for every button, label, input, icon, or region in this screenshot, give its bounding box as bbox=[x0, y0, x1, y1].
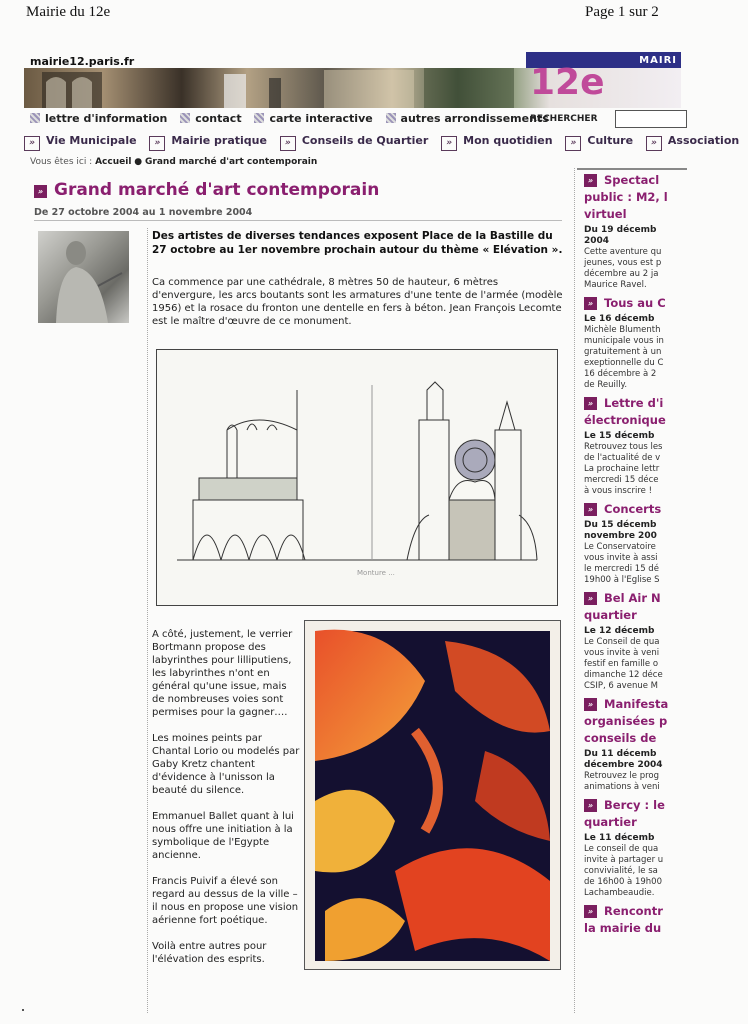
title-arrow-icon: » bbox=[34, 185, 47, 198]
body-paragraph: A côté, justement, le verrier Bortmann propose des labyrinthes pour lilliputiens, les labyrinthes n'ont en général qu'une issue, mais de nombreuses voies sont permises pour la gagner…. bbox=[152, 629, 293, 718]
mairie-tag: MAIRI bbox=[526, 52, 681, 69]
sidebar-news-title[interactable]: » Bel Air N quartier bbox=[584, 591, 661, 622]
print-header-left: Mairie du 12e bbox=[26, 4, 111, 20]
cathedral-sketch bbox=[157, 350, 557, 605]
sidebar-news-item[interactable] bbox=[584, 590, 684, 692]
nav-vie-municipale[interactable]: » Vie Municipale bbox=[24, 134, 137, 151]
header-banner bbox=[24, 62, 681, 108]
utility-links bbox=[30, 112, 558, 125]
util-link-map[interactable]: carte interactive bbox=[254, 112, 372, 125]
nav-culture[interactable]: » Culture bbox=[565, 134, 633, 151]
sidebar-news-text: Le Conservatoire vous invite à assi le mercredi 15 dé 19h00 à l'Eglise S bbox=[584, 542, 660, 585]
breadcrumb-current: Grand marché d'art contemporain bbox=[145, 157, 318, 167]
sidebar-divider bbox=[574, 168, 575, 1013]
article-thumbnail bbox=[38, 231, 129, 323]
sidebar-news-text: Le Conseil de qua vous invite à veni festif en famille o dimanche 12 déce CSIP, 6 avenue M bbox=[584, 637, 663, 691]
abstract-painting-image bbox=[304, 620, 561, 970]
body-paragraph: Voilà entre autres pour l'élévation des esprits. bbox=[152, 941, 267, 965]
sidebar-news-text: Le conseil de qua invite à partager u convivialité, le sa de 16h00 à 19h00 Lachambeaudie. bbox=[584, 844, 664, 898]
sidebar-news-title[interactable]: » Bercy : le quartier bbox=[584, 798, 665, 829]
breadcrumb-prefix: Vous êtes ici : bbox=[30, 157, 93, 167]
sidebar-news-title[interactable]: » Spectacl public : M2, l virtuel bbox=[584, 173, 668, 221]
sidebar-news-text: Retrouvez le prog animations à veni bbox=[584, 771, 660, 792]
monk-sculpture-photo bbox=[38, 231, 129, 323]
nav-association[interactable]: » Association bbox=[646, 134, 739, 151]
arrow-right-icon: » bbox=[584, 174, 597, 187]
sidebar-news-text: Retrouvez tous les de l'actualité de v La prochaine lettr mercredi 15 déce à vous inscrire ! bbox=[584, 442, 663, 496]
sidebar-news-title[interactable]: » Manifesta organisées p conseils de bbox=[584, 697, 669, 745]
abstract-painting bbox=[305, 621, 560, 969]
title-divider bbox=[34, 220, 562, 221]
print-header-right: Page 1 sur 2 bbox=[585, 4, 659, 20]
sidebar-news-date: Le 15 décemb bbox=[584, 431, 655, 441]
sidebar-news-date: Du 11 décemb décembre 2004 bbox=[584, 749, 663, 770]
bullet-icon bbox=[386, 113, 396, 123]
breadcrumb-home[interactable]: Accueil bbox=[95, 157, 132, 167]
arrow-right-icon: » bbox=[584, 905, 597, 918]
sidebar-news-date: Le 16 décemb bbox=[584, 314, 655, 324]
article-body bbox=[152, 628, 300, 979]
sidebar-news-title[interactable]: » Tous au C bbox=[584, 295, 684, 312]
article-paragraph: Ca commence par une cathédrale, 8 mètres 50 de hauteur, 6 mètres d'envergure, les arcs boutants sont les armatures d'une tente de l'armée (modèle 1956) et la rosace du fronton une dentelle en fers à béton. Jean François Lecomte est le maître d'œuvre de ce monument. bbox=[152, 277, 563, 327]
util-link-arrondissements[interactable]: autres arrondissements bbox=[386, 112, 549, 125]
site-url[interactable]: mairie12.paris.fr bbox=[30, 55, 135, 68]
nav-mairie-pratique[interactable]: » Mairie pratique bbox=[149, 134, 267, 151]
logo-12e[interactable]: 12e bbox=[530, 62, 605, 103]
article-intro: Des artistes de diverses tendances exposent Place de la Bastille du 27 octobre au 1er novembre prochain autour du thème « Elévation ». bbox=[152, 230, 563, 256]
sidebar-news-date: Le 11 décemb bbox=[584, 833, 655, 843]
sidebar-news-item[interactable] bbox=[584, 395, 684, 497]
sidebar-news-item[interactable] bbox=[584, 295, 684, 391]
sketch-handwritten-note: Monture ... bbox=[357, 569, 395, 577]
bullet-icon bbox=[254, 113, 264, 123]
cathedral-sketch-image bbox=[156, 349, 558, 606]
sidebar-news-date: Du 15 décemb novembre 200 bbox=[584, 520, 657, 541]
util-link-newsletter[interactable]: lettre d'information bbox=[30, 112, 167, 125]
search-label: RECHERCHER bbox=[530, 114, 598, 124]
arrow-right-icon: » bbox=[280, 136, 296, 151]
arrow-right-icon: » bbox=[584, 698, 597, 711]
scan-speck bbox=[22, 1009, 24, 1011]
nav-conseils-quartier[interactable]: » Conseils de Quartier bbox=[280, 134, 429, 151]
sidebar-news-title[interactable]: » Lettre d'i électronique bbox=[584, 396, 666, 427]
arrow-right-icon: » bbox=[584, 799, 597, 812]
breadcrumb bbox=[30, 157, 317, 167]
body-paragraph: Les moines peints par Chantal Lorio ou modelés par Gaby Kretz chantent d'évidence à l'unisson la beauté du silence. bbox=[152, 733, 300, 796]
sidebar-news-date: Du 19 décemb 2004 bbox=[584, 225, 657, 246]
sidebar-news-item[interactable] bbox=[584, 172, 684, 291]
bullet-icon bbox=[180, 113, 190, 123]
sidebar-news-date: Le 12 décemb bbox=[584, 626, 655, 636]
body-paragraph: Emmanuel Ballet quant à lui nous offre une initiation à la symbolique de l'Egypte ancienne. bbox=[152, 811, 294, 861]
sidebar-news-text: Michèle Blumenth municipale vous in gratuitement à un exeptionnelle du C 16 décembre à 2 de Reuilly. bbox=[584, 325, 664, 390]
breadcrumb-separator: ● bbox=[134, 157, 143, 167]
arrow-right-icon: » bbox=[441, 136, 457, 151]
article-date: De 27 octobre 2004 au 1 novembre 2004 bbox=[34, 207, 253, 218]
arrow-right-icon: » bbox=[584, 592, 597, 605]
sidebar-top-rule bbox=[577, 168, 687, 170]
page-title: » Grand marché d'art contemporain bbox=[34, 180, 379, 200]
bullet-icon bbox=[30, 113, 40, 123]
column-divider bbox=[147, 228, 148, 1013]
arrow-right-icon: » bbox=[565, 136, 581, 151]
nav-mon-quotidien[interactable]: » Mon quotidien bbox=[441, 134, 552, 151]
main-nav bbox=[24, 134, 748, 151]
sidebar-news-title[interactable]: » Rencontr la mairie du bbox=[584, 904, 663, 935]
arrow-right-icon: » bbox=[149, 136, 165, 151]
sidebar-news-item[interactable] bbox=[584, 501, 684, 586]
arrow-right-icon: » bbox=[584, 397, 597, 410]
sidebar-news-text: Cette aventure qu jeunes, vous est p décembre au 2 ja Maurice Ravel. bbox=[584, 247, 662, 290]
search-input[interactable] bbox=[615, 110, 687, 128]
sidebar-news-title[interactable]: » Concerts bbox=[584, 501, 684, 518]
sidebar-news-item[interactable] bbox=[584, 903, 684, 937]
util-link-contact[interactable]: contact bbox=[180, 112, 241, 125]
news-sidebar bbox=[584, 172, 684, 941]
sidebar-news-item[interactable] bbox=[584, 696, 684, 793]
arrow-right-icon: » bbox=[646, 136, 662, 151]
arrow-right-icon: » bbox=[584, 503, 597, 516]
sidebar-news-item[interactable] bbox=[584, 797, 684, 899]
arrow-right-icon: » bbox=[584, 297, 597, 310]
body-paragraph: Francis Puivif a élevé son regard au dessus de la ville – il nous en propose une vision aérienne fort poétique. bbox=[152, 876, 299, 926]
arrow-right-icon: » bbox=[24, 136, 40, 151]
